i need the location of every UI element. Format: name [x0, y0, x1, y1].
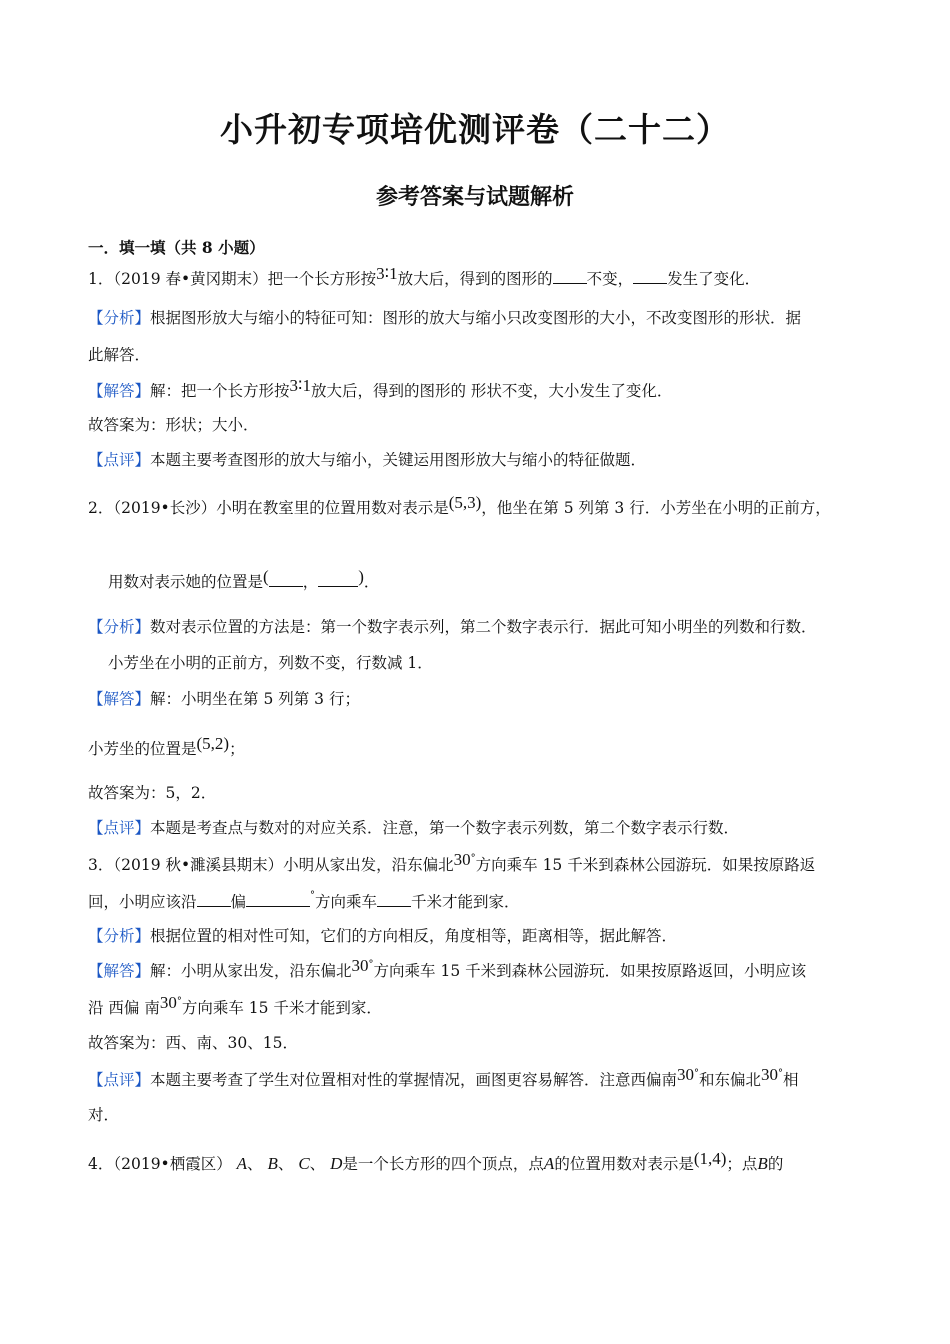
page-title: 小升初专项培优测评卷（二十二）: [220, 110, 730, 149]
q3-final: 故答案为：西、南、30、15．: [88, 1034, 298, 1052]
q3-answer: 【解答】解：小明从家出发，沿东偏北30°方向乘车 15 千米到森林公园游玩．如果按原路返回，小明应该: [88, 956, 807, 980]
comment-tag: 【点评】: [88, 819, 151, 837]
q3-answer-cont: 沿 西偏 南30°方向乘车 15 千米才能到家．: [88, 993, 382, 1017]
q1-final: 故答案为：形状；大小．: [88, 416, 259, 434]
q3-stem-cont: 回，小明应该沿 偏 °方向乘车 千米才能到家．: [88, 890, 520, 911]
section-heading: 一．填一填（共 8 小题）: [88, 238, 265, 257]
blank[interactable]: [318, 572, 358, 587]
q1-analysis-cont: 此解答．: [88, 346, 151, 364]
q2-stem-cont: 用数对表示她的位置是( ， )．: [108, 567, 380, 591]
q1-stem: 1．（2019 春•黄冈期末）把一个长方形按3∶1放大后，得到的图形的 不变， 发生了变化．: [88, 264, 761, 288]
page-subtitle: 参考答案与试题解析: [375, 184, 574, 210]
comment-tag: 【点评】: [88, 1071, 151, 1089]
q3-comment: 【点评】本题主要考查了学生对位置相对性的掌握情况，画图更容易解答．注意西偏南30°和东偏北30°相: [88, 1065, 799, 1089]
q4-stem: 4．（2019•栖霞区） A、 B、 C、 D是一个长方形的四个顶点，点A的位置用数对表示是(1,4)；点B的: [88, 1149, 784, 1173]
q2-analysis-cont: 小芳坐在小明的正前方，列数不变，行数减 1．: [108, 654, 433, 672]
blank[interactable]: [197, 892, 231, 907]
blank[interactable]: [246, 892, 310, 907]
q3-analysis: 【分析】根据位置的相对性可知，它们的方向相反，角度相等，距离相等，据此解答．: [88, 927, 678, 945]
blank[interactable]: [269, 572, 303, 587]
analysis-tag: 【分析】: [88, 309, 151, 327]
q2-stem: 2．（2019•长沙）小明在教室里的位置用数对表示是(5,3)，他坐在第 5 列第 3 行．小芳坐在小明的正前方，: [88, 493, 831, 517]
answer-tag: 【解答】: [88, 382, 151, 400]
q2-final: 故答案为：5，2．: [88, 784, 217, 802]
q2-analysis: 【分析】数对表示位置的方法是：第一个数字表示列，第二个数字表示行．据此可知小明坐的列数和行数．: [88, 618, 817, 636]
q2-answer-cont: 小芳坐的位置是(5,2)；: [88, 734, 245, 758]
analysis-tag: 【分析】: [88, 618, 151, 636]
blank[interactable]: [377, 892, 411, 907]
blank[interactable]: [633, 269, 667, 284]
q1-answer: 【解答】解：把一个长方形按3∶1放大后，得到的图形的 形状不变，大小发生了变化．: [88, 376, 673, 400]
q1-comment: 【点评】本题主要考查图形的放大与缩小，关键运用图形放大与缩小的特征做题．: [88, 451, 647, 469]
blank[interactable]: [553, 269, 587, 284]
answer-tag: 【解答】: [88, 690, 151, 708]
q3-comment-cont: 对．: [88, 1106, 120, 1124]
q3-stem: 3．（2019 秋•濉溪县期末）小明从家出发，沿东偏北30°方向乘车 15 千米到森林公园游玩．如果按原路返: [88, 850, 816, 874]
q2-answer: 【解答】解：小明坐在第 5 列第 3 行；: [88, 690, 360, 708]
q1-analysis: 【分析】根据图形放大与缩小的特征可知：图形的放大与缩小只改变图形的大小，不改变图形的形状．据: [88, 309, 802, 327]
comment-tag: 【点评】: [88, 451, 151, 469]
q2-comment: 【点评】本题是考查点与数对的对应关系．注意，第一个数字表示列数，第二个数字表示行数．: [88, 819, 740, 837]
analysis-tag: 【分析】: [88, 927, 151, 945]
answer-tag: 【解答】: [88, 962, 151, 980]
